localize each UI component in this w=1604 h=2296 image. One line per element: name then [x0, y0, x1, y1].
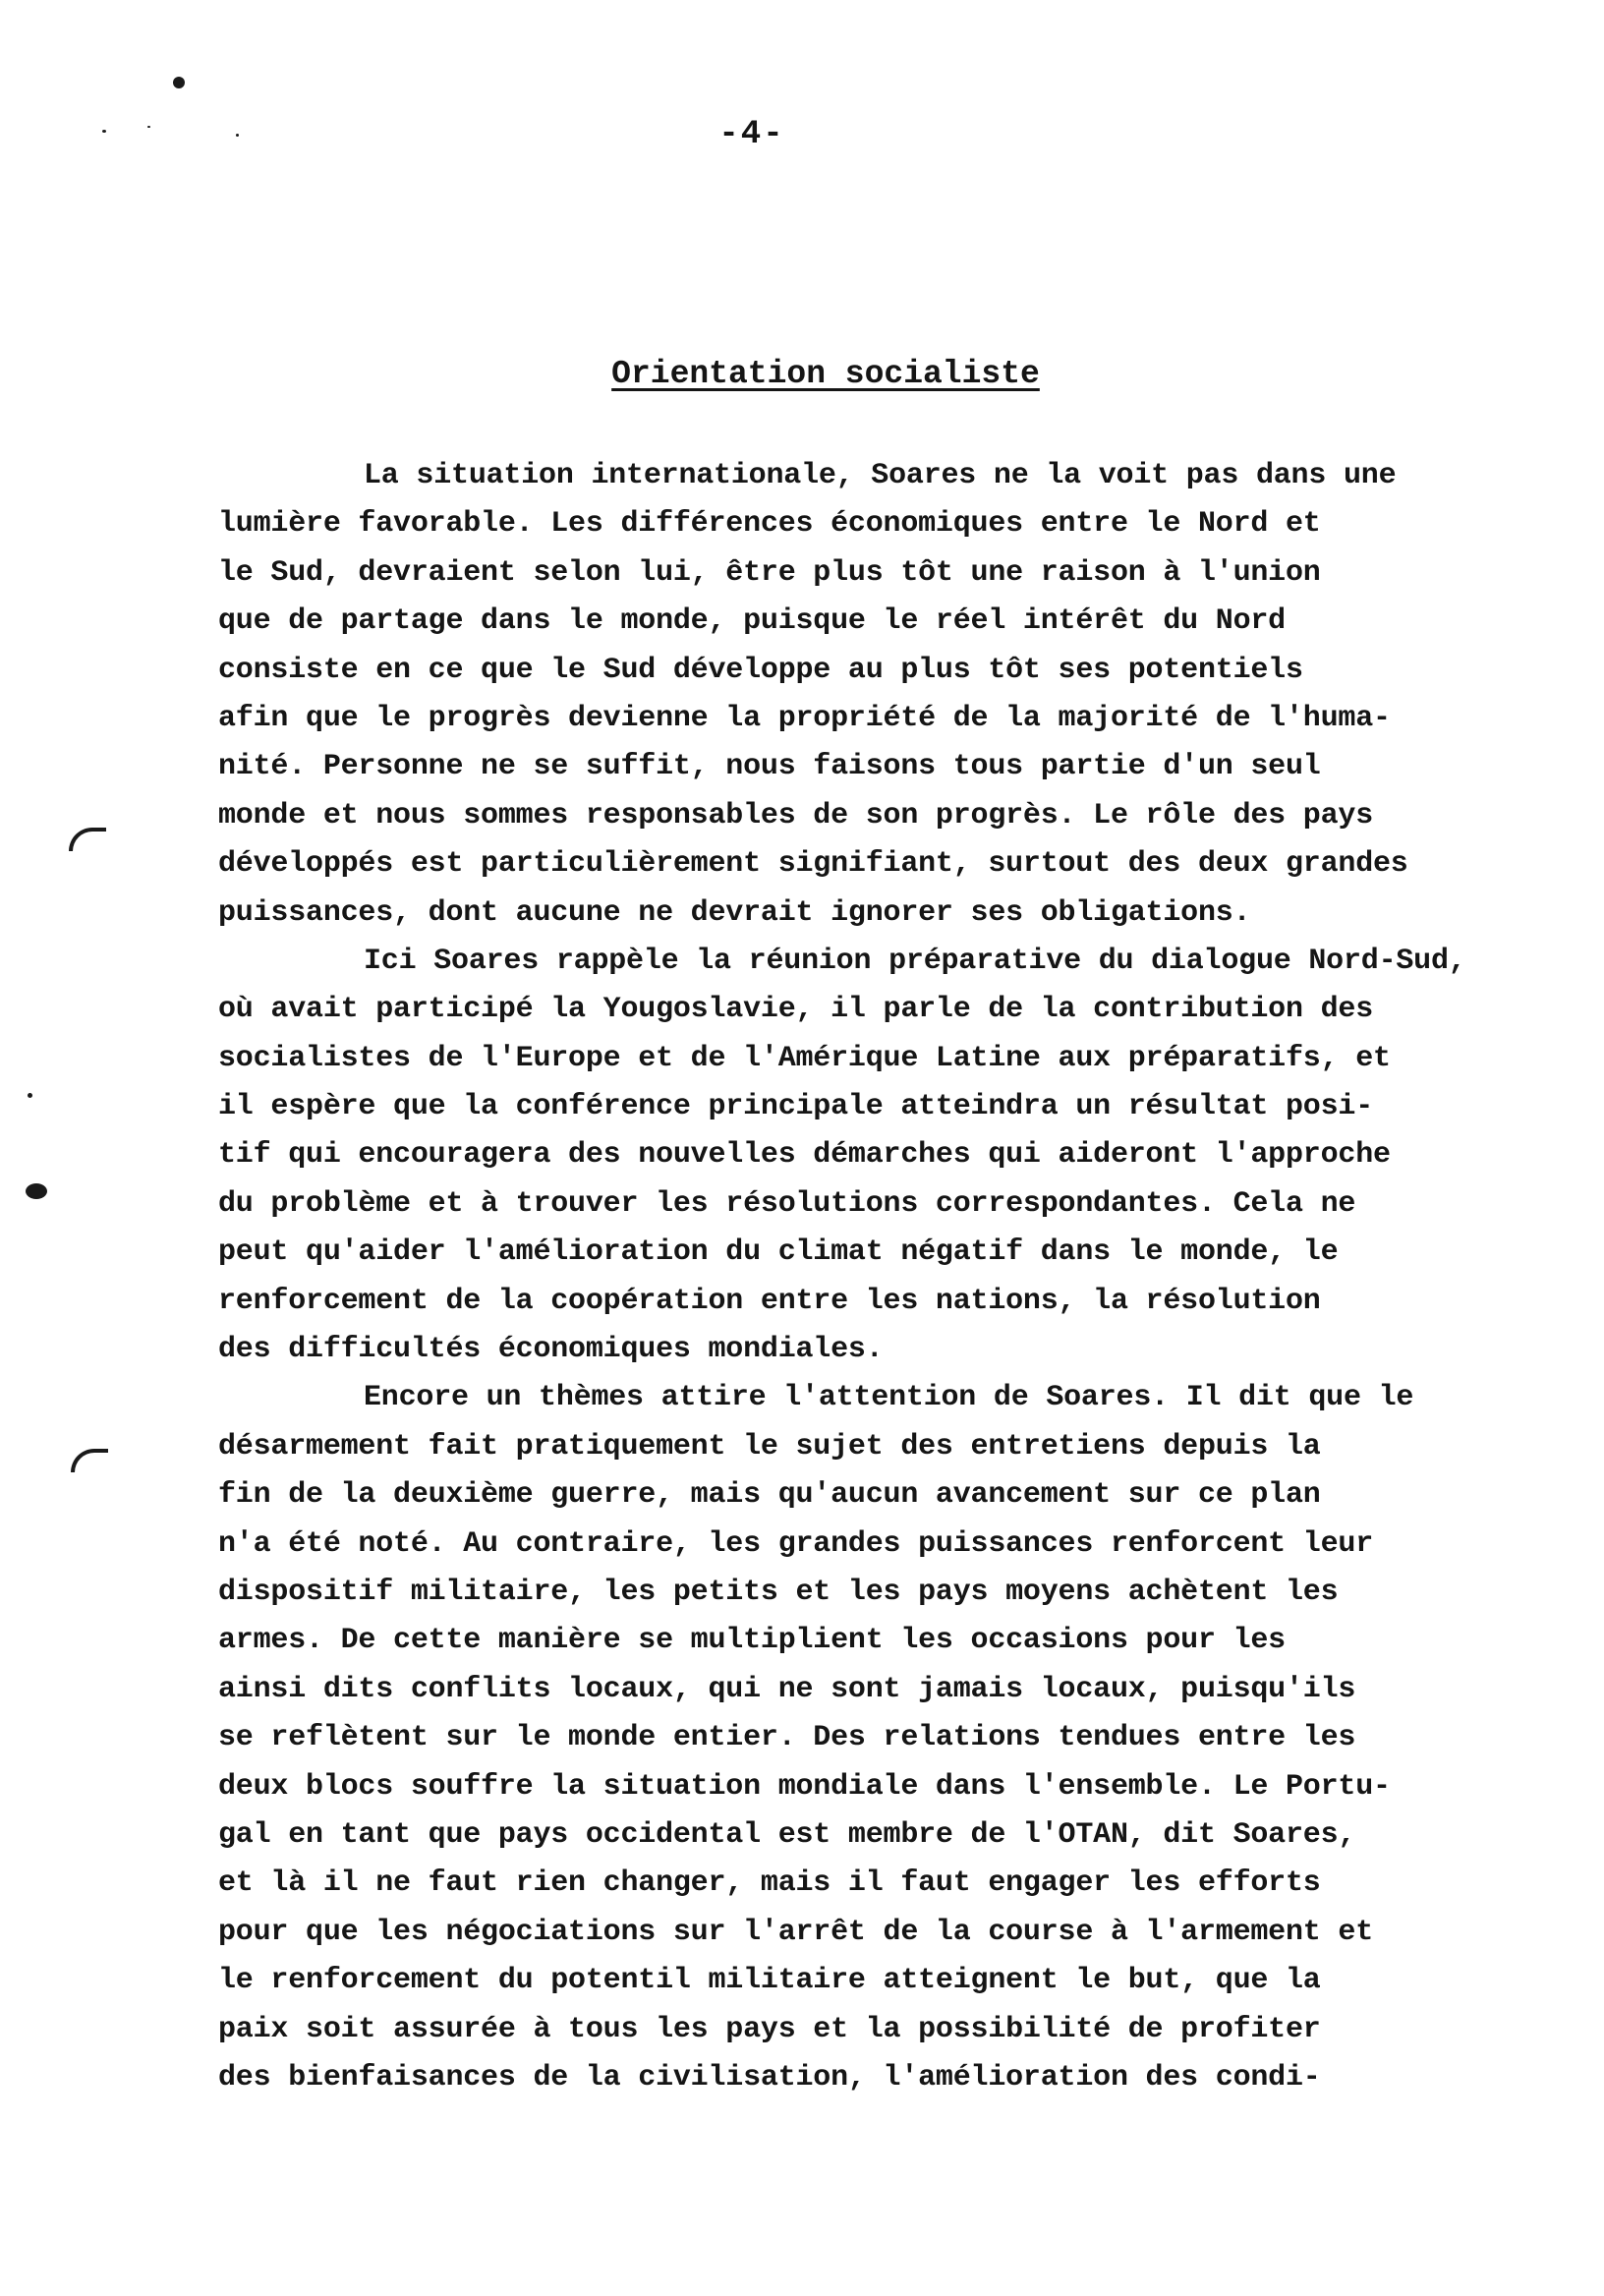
text-line: La situation internationale, Soares ne la voit pas dans une: [364, 459, 1397, 492]
text-line: puissances, dont aucune ne devrait ignorer ses obligations.: [218, 895, 1251, 930]
text-line: armes. De cette manière se multiplient les occasions pour les: [218, 1624, 1286, 1658]
text-line: n'a été noté. Au contraire, les grandes puissances renforcent leur: [218, 1526, 1373, 1561]
text-line: Ici Soares rappèle la réunion préparative du dialogue Nord-Sud,: [364, 944, 1466, 978]
text-line: des difficultés économiques mondiales.: [218, 1333, 884, 1367]
paragraph-1: [218, 452, 1599, 938]
ink-speck: [173, 77, 185, 88]
text-line: le Sud, devraient selon lui, être plus tôt une raison à l'union: [218, 555, 1321, 590]
page-number: -4-: [718, 116, 785, 153]
text-line: ainsi dits conflits locaux, qui ne sont jamais locaux, puisqu'ils: [218, 1672, 1356, 1706]
text-line: renforcement de la coopération entre les nations, la résolution: [218, 1284, 1321, 1318]
text-line: socialistes de l'Europe et de l'Amérique Latine aux préparatifs, et: [218, 1041, 1391, 1075]
binder-clip-mark: [71, 1449, 108, 1472]
text-line: dispositif militaire, les petits et les pays moyens achètent les: [218, 1575, 1339, 1609]
ink-speck: [147, 126, 150, 128]
text-line: où avait participé la Yougoslavie, il parle de la contribution des: [218, 993, 1373, 1027]
body-text: [218, 452, 1599, 2102]
text-line: deux blocs souffre la situation mondiale dans l'ensemble. Le Portu-: [218, 1769, 1391, 1804]
text-line: se reflètent sur le monde entier. Des relations tendues entre les: [218, 1721, 1356, 1755]
text-line: afin que le progrès devienne la propriété de la majorité de l'huma-: [218, 701, 1391, 735]
punch-hole-mark: [26, 1183, 47, 1199]
binder-clip-mark: [69, 828, 106, 851]
text-line: lumière favorable. Les différences économiques entre le Nord et: [218, 507, 1321, 542]
ink-speck: [236, 134, 239, 137]
text-line: et là il ne faut rien changer, mais il faut engager les efforts: [218, 1866, 1321, 1901]
section-title: Orientation socialiste: [611, 356, 1040, 392]
text-line: pour que les négociations sur l'arrêt de la course à l'armement et: [218, 1915, 1373, 1949]
text-line: gal en tant que pays occidental est membre de l'OTAN, dit Soares,: [218, 1817, 1356, 1852]
paragraph-2: [218, 938, 1599, 1375]
text-line: il espère que la conférence principale atteindra un résultat posi-: [218, 1090, 1373, 1124]
text-line: le renforcement du potentil militaire atteignent le but, que la: [218, 1964, 1321, 1998]
text-line: désarmement fait pratiquement le sujet des entretiens depuis la: [218, 1429, 1321, 1464]
text-line: des bienfaisances de la civilisation, l'amélioration des condi-: [218, 2060, 1321, 2095]
text-line: Encore un thèmes attire l'attention de Soares. Il dit que le: [364, 1381, 1414, 1415]
text-line: du problème et à trouver les résolutions correspondantes. Cela ne: [218, 1186, 1356, 1221]
text-line: consiste en ce que le Sud développe au plus tôt ses potentiels: [218, 653, 1303, 687]
text-line: monde et nous sommes responsables de son progrès. Le rôle des pays: [218, 798, 1373, 832]
text-line: tif qui encouragera des nouvelles démarches qui aideront l'approche: [218, 1138, 1391, 1173]
text-line: peut qu'aider l'amélioration du climat négatif dans le monde, le: [218, 1235, 1339, 1270]
text-line: paix soit assurée à tous les pays et la possibilité de profiter: [218, 2012, 1321, 2046]
text-line: nité. Personne ne se suffit, nous faisons tous partie d'un seul: [218, 750, 1321, 784]
text-line: fin de la deuxième guerre, mais qu'aucun avancement sur ce plan: [218, 1478, 1321, 1513]
paragraph-3: [218, 1374, 1599, 2102]
text-line: développés est particulièrement signifiant, surtout des deux grandes: [218, 847, 1408, 882]
text-line: que de partage dans le monde, puisque le réel intérêt du Nord: [218, 604, 1286, 639]
ink-speck: [28, 1093, 32, 1098]
ink-speck: [102, 130, 106, 133]
